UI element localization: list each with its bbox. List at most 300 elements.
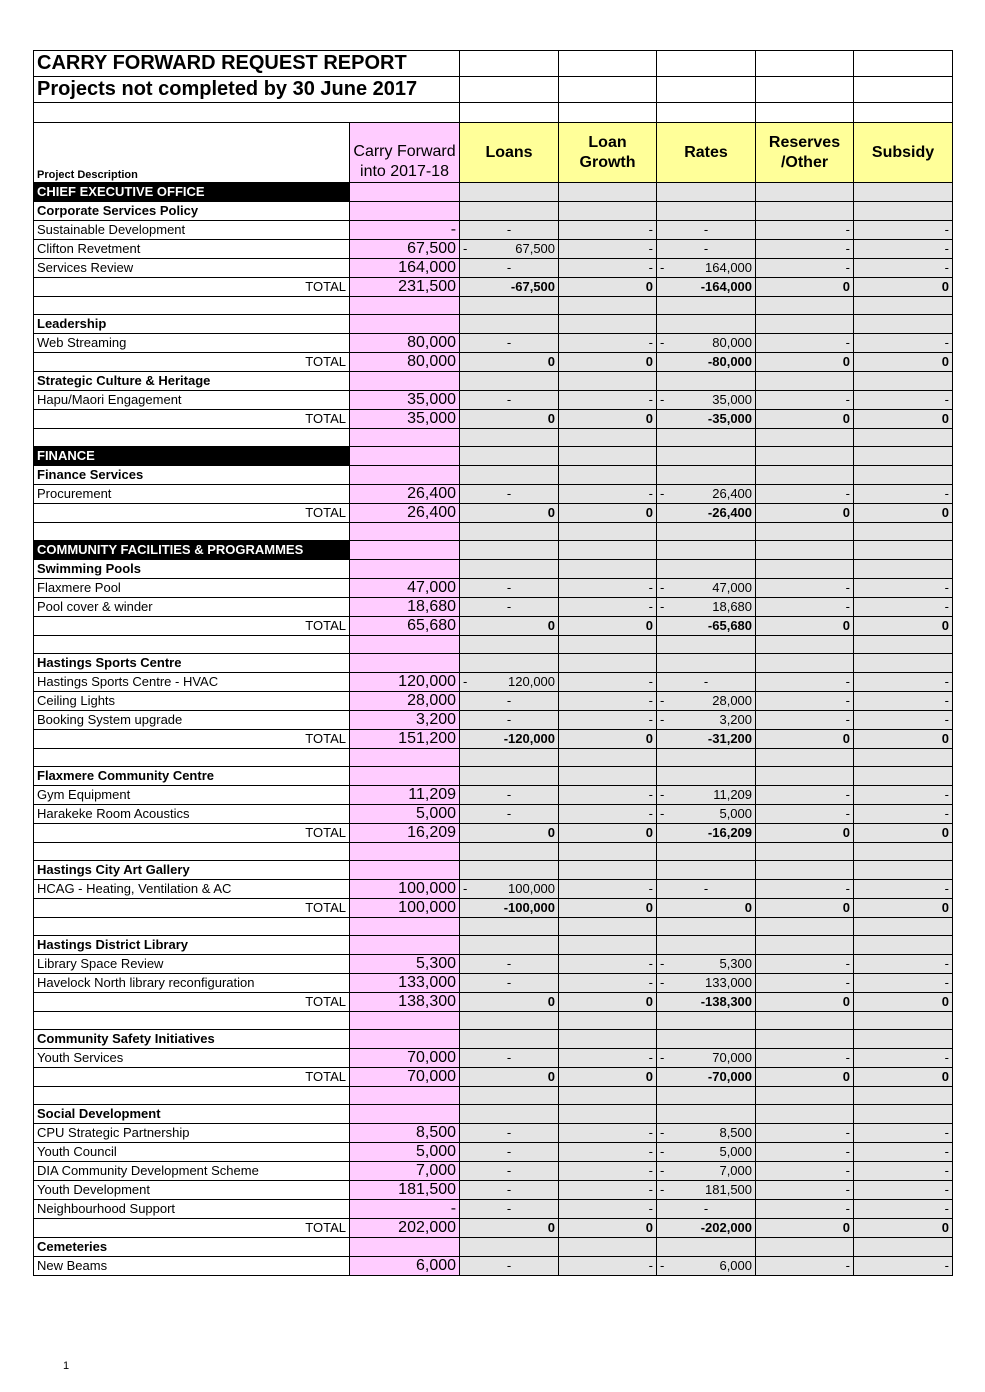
loans-cell [460,1124,559,1143]
reserves-cell-value: - [845,599,851,614]
loan-growth-cell-value: 0 [645,731,654,746]
loans-cell [460,843,559,861]
reserves-cell-value: - [845,693,851,708]
rates-cell [657,447,756,466]
project-description: Booking System upgrade [34,711,350,730]
reserves-cell [756,617,854,636]
subsidy-cell [854,861,953,880]
subsidy-cell [854,899,953,918]
carry-forward-cell: 28,000 [350,692,460,711]
total-row [34,993,953,1012]
subsidy-cell [854,692,953,711]
empty-cell [34,1087,350,1105]
loan-growth-cell [559,221,657,240]
rates-cell-value: - [703,674,709,689]
rates-cell-value: - [703,241,709,256]
reserves-cell-value: - [845,1258,851,1273]
reserves-cell-value: - [845,241,851,256]
total-row [34,353,953,372]
carry-forward-cell: 26,400 [350,485,460,504]
blank-row [34,297,953,315]
loan-growth-cell-value: - [648,1125,654,1140]
reserves-cell [756,993,854,1012]
loan-growth-cell [559,240,657,259]
loans-cell [460,673,559,692]
header-project-description: Project Description [34,123,350,183]
reserves-cell [756,447,854,466]
subsidy-cell-value: - [944,1050,950,1065]
loan-growth-cell-value: - [648,975,654,990]
empty-cell [34,297,350,315]
subsidy-cell-value: 0 [941,354,950,369]
blank-row [34,523,953,541]
total-label: TOTAL [34,353,350,372]
empty-cell [34,636,350,654]
subsidy-cell [854,278,953,297]
loan-growth-cell [559,278,657,297]
rates-cell-value: 164,000 [705,260,753,275]
reserves-cell [756,410,854,429]
loans-cell [460,315,559,334]
subsidy-cell [854,240,953,259]
subsidy-cell [854,843,953,861]
carry-forward-total: 26,400 [350,504,460,523]
dash-marker: - [660,580,665,595]
loan-growth-cell-value: - [648,1182,654,1197]
header-loans: Loans [460,123,559,183]
rates-cell-value: -26,400 [707,505,753,520]
rates-cell [657,240,756,259]
total-row [34,1068,953,1087]
subsidy-cell-value: 0 [941,994,950,1009]
loans-cell [460,579,559,598]
reserves-cell-value: - [845,1050,851,1065]
loan-growth-cell [559,955,657,974]
loans-cell [460,749,559,767]
loan-growth-cell [559,636,657,654]
group-heading: Finance Services [34,466,350,485]
reserves-cell [756,221,854,240]
reserves-cell [756,429,854,447]
loan-growth-cell [559,1049,657,1068]
table-row [34,391,953,410]
subsidy-cell [854,1124,953,1143]
subsidy-cell [854,955,953,974]
rates-cell [657,541,756,560]
project-description: HCAG - Heating, Ventilation & AC [34,880,350,899]
loan-growth-cell [559,372,657,391]
rates-cell-value: - [703,1201,709,1216]
carry-forward-cell: 11,209 [350,786,460,805]
loans-cell [460,1219,559,1238]
loans-cell [460,1012,559,1030]
reserves-cell [756,654,854,673]
dash-marker: - [660,956,665,971]
subsidy-cell [854,202,953,221]
carry-forward-cell [350,1012,460,1030]
subsidy-cell [854,1105,953,1124]
carry-forward-cell: 5,300 [350,955,460,974]
carry-forward-cell: 8,500 [350,1124,460,1143]
group-heading: Swimming Pools [34,560,350,579]
report-subtitle: Projects not completed by 30 June 2017 [34,77,460,103]
project-description: Library Space Review [34,955,350,974]
blank-row [34,918,953,936]
loan-growth-cell [559,1257,657,1276]
total-label: TOTAL [34,730,350,749]
dash-marker: - [660,486,665,501]
loans-cell [460,1200,559,1219]
loan-growth-cell-value: 0 [645,411,654,426]
reserves-cell [756,918,854,936]
subsidy-cell [854,598,953,617]
loans-cell [460,541,559,560]
carry-forward-total: 16,209 [350,824,460,843]
rates-cell [657,1105,756,1124]
loan-growth-cell-value: - [648,222,654,237]
reserves-cell [756,466,854,485]
reserves-cell-value: 0 [842,618,851,633]
rates-cell-value: 0 [744,900,753,915]
subsidy-cell [854,1087,953,1105]
subsidy-cell [854,410,953,429]
loans-cell-value: - [506,712,512,727]
table-row [34,673,953,692]
rates-cell [657,749,756,767]
rates-cell-value: 28,000 [712,693,753,708]
reserves-cell [756,1068,854,1087]
section-heading: COMMUNITY FACILITIES & PROGRAMMES [34,541,350,560]
blank-row [34,429,953,447]
subsidy-cell [854,391,953,410]
group-row [34,315,953,334]
project-description: Youth Services [34,1049,350,1068]
loans-cell [460,466,559,485]
group-heading: Hastings City Art Gallery [34,861,350,880]
loan-growth-cell [559,749,657,767]
rates-cell [657,1181,756,1200]
rates-cell [657,767,756,786]
total-label: TOTAL [34,824,350,843]
table-row [34,1162,953,1181]
reserves-cell [756,1200,854,1219]
carry-forward-total: 138,300 [350,993,460,1012]
dash-marker: - [660,787,665,802]
loan-growth-cell-value: - [648,787,654,802]
loan-growth-cell [559,466,657,485]
dash-marker: - [660,712,665,727]
loans-cell [460,1257,559,1276]
subsidy-cell [854,315,953,334]
rates-cell [657,466,756,485]
loans-cell [460,523,559,541]
loans-cell-value: 0 [547,411,556,426]
section-row [34,447,953,466]
rates-cell [657,1162,756,1181]
rates-cell [657,936,756,955]
reserves-cell [756,861,854,880]
rates-cell [657,334,756,353]
loan-growth-cell-value: - [648,599,654,614]
subsidy-cell [854,1238,953,1257]
loan-growth-cell-value: 0 [645,1220,654,1235]
subsidy-cell [854,523,953,541]
subsidy-cell-value: - [944,787,950,802]
carry-forward-cell [350,523,460,541]
carry-forward-cell [350,315,460,334]
rates-cell-value: 6,000 [719,1258,753,1273]
loan-growth-cell-value: - [648,806,654,821]
subsidy-cell [854,466,953,485]
reserves-cell [756,786,854,805]
rates-cell-value: -80,000 [707,354,753,369]
loan-growth-cell [559,429,657,447]
table-row [34,485,953,504]
rates-cell-value: - [703,881,709,896]
header-rates: Rates [657,123,756,183]
blank-row [34,1087,953,1105]
loan-growth-cell [559,617,657,636]
loans-cell [460,692,559,711]
section-heading: FINANCE [34,447,350,466]
project-description: Harakeke Room Acoustics [34,805,350,824]
project-description: Gym Equipment [34,786,350,805]
reserves-cell-value: - [845,1182,851,1197]
carry-forward-cell [350,429,460,447]
subsidy-cell [854,918,953,936]
reserves-cell [756,730,854,749]
loan-growth-cell [559,1087,657,1105]
group-row [34,1030,953,1049]
group-heading: Community Safety Initiatives [34,1030,350,1049]
loans-cell [460,1030,559,1049]
loan-growth-cell-value: - [648,1201,654,1216]
project-description: Ceiling Lights [34,692,350,711]
dash-marker: - [660,975,665,990]
section-row [34,541,953,560]
carry-forward-cell: - [350,221,460,240]
subsidy-cell [854,654,953,673]
reserves-cell [756,259,854,278]
reserves-cell [756,1105,854,1124]
total-row [34,899,953,918]
subsidy-cell [854,297,953,315]
loans-cell-value: - [506,222,512,237]
loan-growth-cell [559,1200,657,1219]
subsidy-cell-value: - [944,693,950,708]
reserves-cell [756,1087,854,1105]
reserves-cell-value: - [845,787,851,802]
rates-cell-value: -65,680 [707,618,753,633]
carry-forward-cell: 120,000 [350,673,460,692]
loans-cell [460,259,559,278]
reserves-cell [756,202,854,221]
rates-cell [657,974,756,993]
subsidy-cell [854,504,953,523]
dash-marker: - [660,1125,665,1140]
loan-growth-cell [559,259,657,278]
rates-cell [657,598,756,617]
group-heading: Leadership [34,315,350,334]
loan-growth-cell-value: 0 [645,279,654,294]
reserves-cell [756,1049,854,1068]
project-description: Pool cover & winder [34,598,350,617]
loans-cell-value: - [506,1182,512,1197]
subsidy-cell [854,1143,953,1162]
loans-cell-value: - [506,1163,512,1178]
subsidy-cell-value: - [944,881,950,896]
loans-cell-value: -120,000 [503,731,556,746]
loans-cell [460,334,559,353]
loans-cell-value: 0 [547,1220,556,1235]
subsidy-cell-value: - [944,806,950,821]
carry-forward-total: 202,000 [350,1219,460,1238]
rates-cell [657,410,756,429]
loan-growth-cell [559,1143,657,1162]
total-row [34,824,953,843]
loan-growth-cell [559,1162,657,1181]
rates-cell [657,824,756,843]
reserves-cell-value: - [845,1144,851,1159]
subsidy-cell-value: - [944,222,950,237]
carry-forward-cell [350,843,460,861]
loans-cell-value: - [506,956,512,971]
reserves-cell [756,1181,854,1200]
project-description: Hapu/Maori Engagement [34,391,350,410]
loans-cell [460,711,559,730]
group-heading: Hastings Sports Centre [34,654,350,673]
header-carry-forward: Carry Forward into 2017-18 [350,123,460,183]
loan-growth-cell-value: 0 [645,505,654,520]
group-heading: Hastings District Library [34,936,350,955]
loan-growth-cell-value: - [648,241,654,256]
table-row [34,1257,953,1276]
loan-growth-cell-value: 0 [645,1069,654,1084]
carry-forward-cell [350,541,460,560]
empty-cell [34,918,350,936]
loan-growth-cell-value: - [648,335,654,350]
rates-cell [657,786,756,805]
loans-cell-value: - [506,693,512,708]
loan-growth-cell-value: 0 [645,994,654,1009]
loans-cell [460,805,559,824]
loans-cell [460,767,559,786]
rates-cell-value: 18,680 [712,599,753,614]
carry-forward-cell [350,372,460,391]
subsidy-cell-value: 0 [941,279,950,294]
subsidy-cell [854,429,953,447]
loans-cell [460,955,559,974]
reserves-cell [756,391,854,410]
subsidy-cell-value: 0 [941,411,950,426]
carry-forward-total: 80,000 [350,353,460,372]
subsidy-cell [854,1219,953,1238]
reserves-cell [756,824,854,843]
subsidy-cell [854,1257,953,1276]
reserves-cell [756,636,854,654]
loans-cell-value: 0 [547,505,556,520]
rates-cell-value: 47,000 [712,580,753,595]
subsidy-cell-value: - [944,1182,950,1197]
empty-cell [34,1012,350,1030]
total-label: TOTAL [34,617,350,636]
reserves-cell-value: - [845,674,851,689]
rates-cell [657,617,756,636]
loan-growth-cell [559,880,657,899]
table-row [34,1049,953,1068]
blank-row [34,749,953,767]
loan-growth-cell [559,861,657,880]
loan-growth-cell-value: 0 [645,354,654,369]
subsidy-cell-value: - [944,335,950,350]
loans-cell [460,1143,559,1162]
rates-cell [657,1219,756,1238]
loan-growth-cell [559,767,657,786]
loans-cell-value: 0 [547,825,556,840]
reserves-cell-value: 0 [842,411,851,426]
table-row [34,692,953,711]
dash-marker: - [463,241,468,256]
rates-cell [657,880,756,899]
subsidy-cell-value: - [944,241,950,256]
loan-growth-cell [559,315,657,334]
carry-forward-cell [350,1087,460,1105]
loan-growth-cell [559,1068,657,1087]
spacer-row [34,103,953,123]
total-row [34,504,953,523]
project-description: Clifton Revetment [34,240,350,259]
reserves-cell-value: - [845,881,851,896]
loan-growth-cell [559,936,657,955]
subsidy-cell [854,259,953,278]
rates-cell-value: 80,000 [712,335,753,350]
loans-cell-value: - [506,1144,512,1159]
loans-cell-value: 0 [547,1069,556,1084]
carry-forward-cell [350,654,460,673]
table-row [34,1200,953,1219]
group-heading: Cemeteries [34,1238,350,1257]
group-row [34,202,953,221]
rates-cell [657,692,756,711]
reserves-cell [756,1030,854,1049]
reserves-cell-value: - [845,260,851,275]
subsidy-cell-value: - [944,260,950,275]
table-row [34,240,953,259]
rates-cell [657,259,756,278]
subsidy-cell [854,372,953,391]
column-header-row [34,123,953,183]
carry-forward-cell [350,183,460,202]
loans-cell [460,221,559,240]
carry-forward-cell [350,297,460,315]
subsidy-cell-value: 0 [941,1220,950,1235]
loans-cell-value: 0 [547,354,556,369]
loan-growth-cell-value: - [648,1258,654,1273]
carry-forward-cell [350,918,460,936]
carry-forward-cell [350,636,460,654]
reserves-cell [756,523,854,541]
reserves-cell-value: 0 [842,1220,851,1235]
subsidy-cell [854,1012,953,1030]
loans-cell-value: 0 [547,618,556,633]
loan-growth-cell-value: - [648,392,654,407]
group-row [34,654,953,673]
loans-cell [460,560,559,579]
reserves-cell [756,843,854,861]
project-description: Havelock North library reconfiguration [34,974,350,993]
reserves-cell [756,504,854,523]
loans-cell [460,391,559,410]
